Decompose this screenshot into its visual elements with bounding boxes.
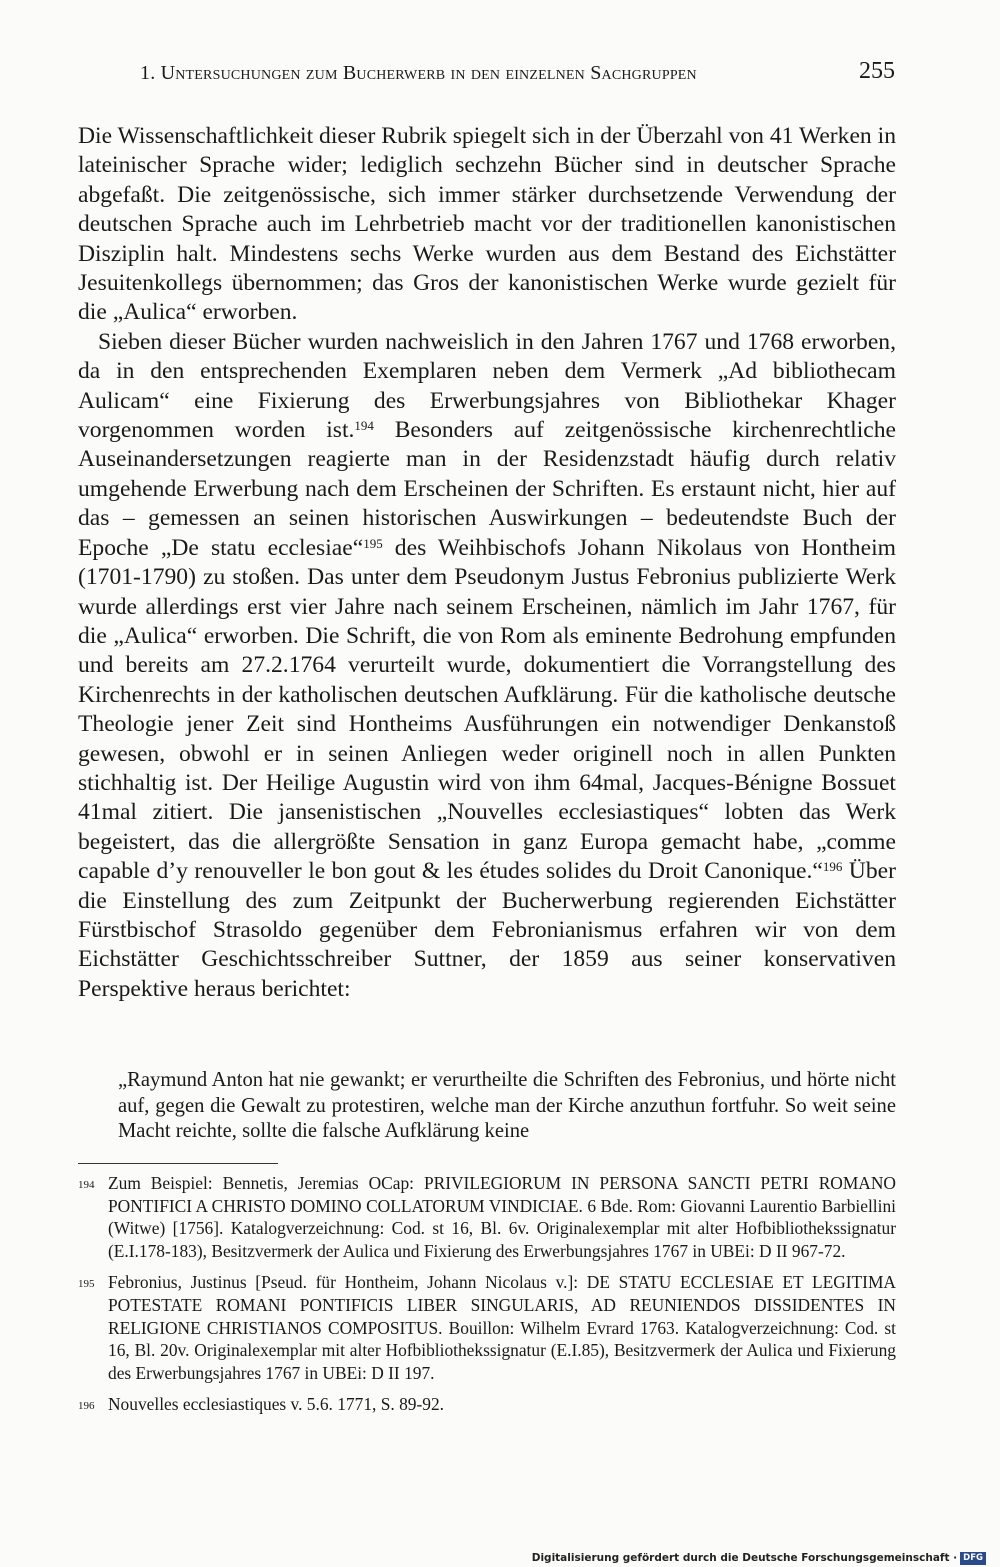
footnote-number: 195 bbox=[78, 1278, 95, 1291]
footnote-number: 194 bbox=[78, 1179, 95, 1191]
footnote-ref-196[interactable]: 196 bbox=[822, 859, 843, 875]
footnote-194 bbox=[78, 1172, 896, 1262]
footnote-ref-195[interactable]: 195 bbox=[363, 535, 383, 551]
footnote-ref-194[interactable]: 194 bbox=[354, 418, 374, 434]
footnote-text: Nouvelles ecclesiastiques v. 5.6. 1771, S. 89-92. bbox=[108, 1394, 445, 1415]
footnote-text: Febronius, Justinus [Pseud. für Hontheim, Johann Nicolaus v.]: DE STATU ECCLESIAE ET LEGITIMA POTESTATE ROMANI PONTIFICIS LIBER SINGULARIS, AD REUNIENDOS DISSIDENTES IN RELIGIONE CHRISTIANOS COMPOSITUS. Bouillon: Wilhelm Evrard 1763. Katalogverzeichnung: Cod. st 16, Bl. 20v. Originalexemplar mit alter Hofbibliothekssignatur (E.I.85), Besitzvermerk der Aulica und Fixierung des Erwerbungsjahres 1767 in UBEi: D II 197. bbox=[108, 1272, 896, 1383]
footnote-195 bbox=[78, 1271, 896, 1384]
block-quote: „Raymund Anton hat nie gewankt; er verurtheilte die Schriften des Febronius, und hörte nicht auf, gegen die Gewalt zu protestiren, welche man der Kirche anzuthun fortfuhr. So weit seine Macht reichte, sollte die falsche Aufklärung keine bbox=[118, 1069, 896, 1143]
dfg-logo: DFG bbox=[960, 1552, 986, 1565]
footnote-number: 196 bbox=[78, 1400, 95, 1413]
footnote-separator bbox=[78, 1163, 278, 1164]
page-number: 255 bbox=[859, 58, 895, 84]
paragraph-2-part-a: Sieben dieser Bücher wurden nachweislich in den Jahren 1767 und 1768 erworben, da in den entsprechenden Exemplaren neben dem Vermerk „Ad bibliothecam Aulicam“ eine Fixierung des Erwerbungsjahres von Bibliothekar Khager vorgenommen worden ist. bbox=[78, 328, 896, 444]
credit-text: Digitalisierung gefördert durch die Deutsche Forschungsgemeinschaft · bbox=[531, 1552, 958, 1564]
footnote-text: Zum Beispiel: Bennetis, Jeremias OCap: PRIVILEGIORUM IN PERSONA SANCTI PETRI ROMANO PONTIFICI A CHRISTO DOMINO COLLATORUM VINDICIAE. 6 Bde. Rom: Giovanni Laurentio Barbiellini (Witwe) [1756]. Katalogverzeichnung: Cod. st 16, Bl. 6v. Originalexemplar mit alter Hofbibliothekssignatur (E.I.178-183), Besitzvermerk der Aulica und Fixierung des Erwerbungsjahres 1767 in UBEi: D II 967-72. bbox=[108, 1173, 896, 1261]
running-header bbox=[140, 58, 895, 92]
header-title: 1. Untersuchungen zum Bucherwerb in den einzelnen Sachgruppen bbox=[140, 62, 697, 84]
paragraph-2-part-c: des Weihbischofs Johann Nikolaus von Hontheim (1701-1790) zu stoßen. Das unter dem Pseudonym Justus Febronius publizierte Werk wurde allerdings erst vier Jahre nach seinem Erscheinen, nämlich im Jahr 1767, für die „Aulica“ erworben. Die Schrift, die von Rom als eminente Bedrohung empfunden und bereits am 27.2.1764 verurteilt wurde, dokumentiert die Vorrangstellung des Kirchenrechts in der katholischen deutschen Aufklärung. Für die katholische deutsche Theologie jener Zeit sind Hontheims Ausführungen ein notwendiger Denkanstoß gewesen, obwohl er in seinen Anliegen weder originell noch in allen Punkten stichhaltig ist. Der Heilige Augustin wird von ihm 64mal, Jacques-Bénigne Bossuet 41mal zitiert. Die jansenistischen „Nouvelles ecclesiastiques“ lobten das Werk begeistert, das die allergrößte Sensation in ganz Europa gemacht habe, „comme capable d’y renouveller le bon gout & les études solides du Droit Canonique.“ bbox=[78, 534, 896, 885]
paragraph-2-part-b: Besonders auf zeitgenössische kirchenrechtliche Auseinandersetzungen reagierte man in der Residenzstadt häufig durch relativ umgehende Erwerbung nach dem Erscheinen der Schriften. Es erstaunt nicht, hier auf das – gemessen an seinen historischen Auswirkungen – bedeutendste Buch der Epoche „De statu ecclesiae“ bbox=[78, 417, 896, 561]
digitization-credit bbox=[532, 1551, 986, 1565]
body-text bbox=[78, 122, 896, 1004]
paragraph-1: Die Wissenschaftlichkeit dieser Rubrik spiegelt sich in der Überzahl von 41 Werken in lateinischer Sprache wider; lediglich sechzehn Bücher sind in deutscher Sprache abgefaßt. Die zeitgenössische, sich immer stärker durchsetzende Verwendung der deutschen Sprache auch im Lehrbetrieb macht vor der traditionellen kanonistischen Disziplin halt. Mindestens sechs Werke wurden aus dem Bestand des Eichstätter Jesuitenkollegs übernommen; das Gros der kanonistischen Werke wurde gezielt für die „Aulica“ erworben. bbox=[78, 123, 896, 326]
paragraph-2-part-d: Über die Einstellung des zum Zeitpunkt der Bucherwerbung regierenden Eichstätter Fürstbischof Strasoldo gegenüber dem Febronianismus erfahren wir von dem Eichstätter Geschichtsschreiber Suttner, der 1859 aus seiner konservativen Perspektive heraus berichtet: bbox=[78, 858, 896, 1002]
footnote-196 bbox=[78, 1393, 896, 1416]
paragraph-2 bbox=[78, 328, 896, 1004]
footnotes bbox=[78, 1172, 896, 1425]
